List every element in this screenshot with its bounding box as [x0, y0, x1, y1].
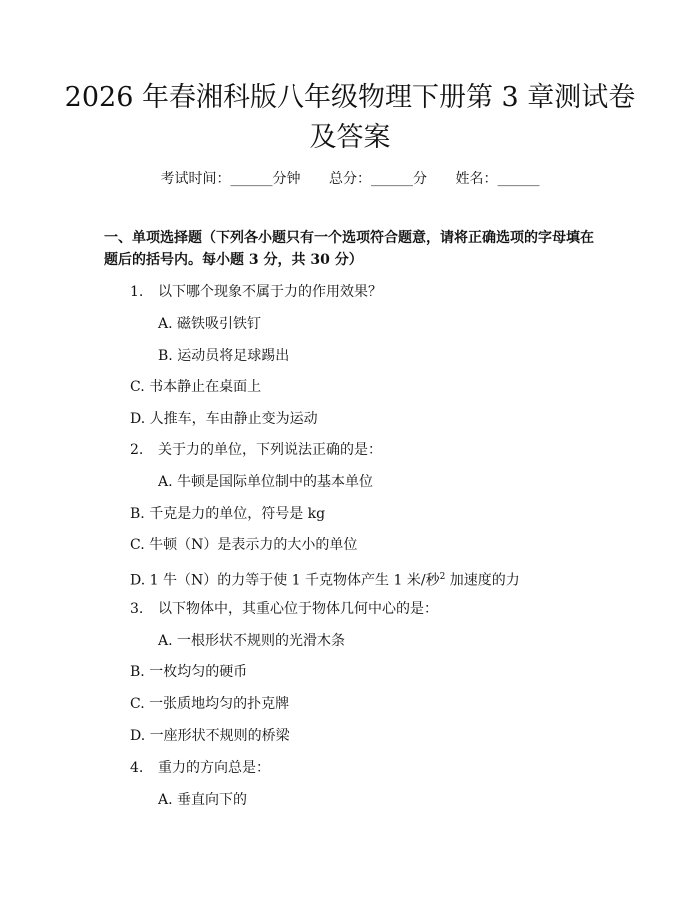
option-text: D. 1 牛（N）的力等于使 1 千克物体产生 1 米/秒: [130, 572, 440, 589]
question-number: 3.: [130, 601, 144, 617]
q1-option-a: A. 磁铁吸引铁钉: [158, 316, 262, 332]
question-number: 2.: [130, 442, 144, 458]
student-name-label: 姓名：______: [455, 171, 540, 187]
question-4: [130, 759, 270, 777]
q1-option-c: C. 书本静止在桌面上: [130, 379, 262, 395]
q2-option-b: B. 千克是力的单位，符号是 kg: [130, 506, 326, 522]
total-score-label: 总分：______分: [329, 171, 427, 187]
question-2: [130, 441, 382, 459]
q2-option-c: C. 牛顿（N）是表示力的大小的单位: [130, 537, 358, 553]
question-number: 1.: [130, 284, 144, 300]
question-1: [130, 283, 382, 301]
question-number: 4.: [130, 760, 144, 776]
q2-option-a: A. 牛顿是国际单位制中的基本单位: [158, 474, 374, 490]
question-text: 重力的方向总是：: [158, 760, 270, 776]
question-text: 以下哪个现象不属于力的作用效果？: [158, 284, 382, 300]
question-text: 关于力的单位，下列说法正确的是：: [158, 442, 382, 458]
document-title: 2026 年春湘科版八年级物理下册第 3 章测试卷及答案: [64, 82, 636, 153]
q3-option-c: C. 一张质地均匀的扑克牌: [130, 696, 290, 712]
superscript: 2: [439, 572, 446, 582]
option-text-tail: 加速度的力: [449, 572, 520, 589]
q3-option-a: A. 一根形状不规则的光滑木条: [158, 633, 346, 649]
section-heading: 一、单项选择题（下列各小题只有一个选项符合题意，请将正确选项的字母填在题后的括号内。每小题 3 分，共 30 分）: [104, 230, 594, 268]
q3-option-d: D. 一座形状不规则的桥梁: [130, 728, 290, 744]
q2-option-d: [130, 568, 520, 590]
question-text: 以下物体中，其重心位于物体几何中心的是：: [158, 601, 438, 617]
q1-option-d: D. 人推车，车由静止变为运动: [130, 411, 318, 427]
q4-option-a: A. 垂直向下的: [158, 792, 248, 808]
question-3: [130, 600, 438, 618]
exam-meta: [0, 168, 700, 188]
exam-time-label: 考试时间：______分钟: [160, 171, 301, 187]
q1-option-b: B. 运动员将足球踢出: [158, 348, 290, 364]
q3-option-b: B. 一枚均匀的硬币: [130, 664, 248, 680]
